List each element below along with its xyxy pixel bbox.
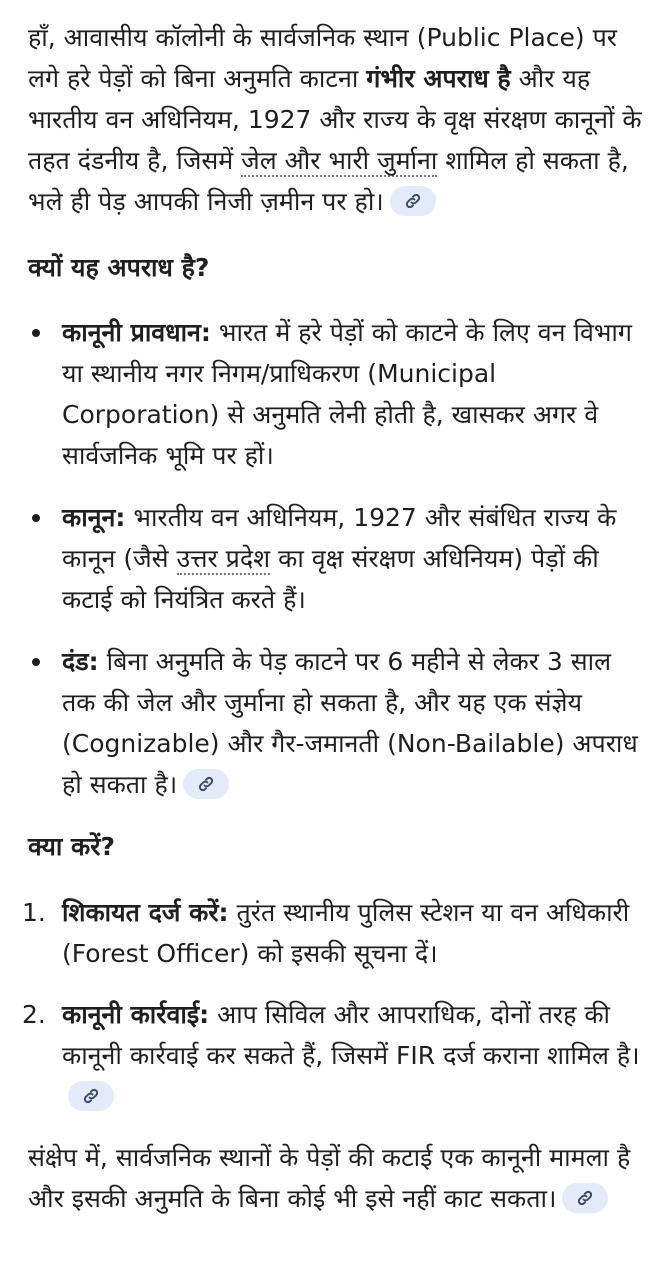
why-heading: क्यों यह अपराध है? [28,253,210,282]
source-link-chip[interactable] [390,186,436,216]
item-label: कानूनी कार्रवाई: [62,1000,210,1029]
intro-text-3: शामिल हो सकता है, भले ही पेड़ आपकी निजी ज़मीन पर हो। [28,146,629,216]
link-icon [82,1087,100,1105]
item-label: शिकायत दर्ज करें: [62,898,229,927]
list-item [22,994,650,1117]
item-text: आप सिविल और आपराधिक, दोनों तरह की कानूनी कार्रवाई कर सकते हैं, जिसमें FIR दर्ज कराना शामिल है। [62,1000,640,1070]
source-link-chip[interactable] [183,769,229,799]
source-link-chip[interactable] [68,1081,114,1111]
intro-paragraph [28,17,650,222]
intro-bold: गंभीर अपराध है [366,64,511,93]
intro-text-2: और यह भारतीय वन अधिनियम, 1927 और राज्य के वृक्ष संरक्षण कानूनों के तहत दंडनीय है, जिसमें [28,64,642,175]
intro-text-1: हाँ, आवासीय कॉलोनी के सार्वजनिक स्थान (Public Place) पर लगे हरे पेड़ों को बिना अनुमति काटना [28,23,618,93]
list-item [22,892,650,974]
item-label: दंड: [62,647,99,676]
list-item [28,641,650,805]
item-text: का वृक्ष संरक्षण अधिनियम) पेड़ों की कटाई को नियंत्रित करते हैं। [62,544,599,614]
item-text: भारतीय वन अधिनियम, 1927 और संबंधित राज्य के कानून (जैसे [62,503,617,573]
glossary-term-uttar-pradesh[interactable]: उत्तर प्रदेश [176,544,271,573]
link-icon [197,775,215,793]
item-label: कानूनी प्रावधान: [62,318,211,347]
bullet-icon [32,514,40,522]
link-icon [576,1189,594,1207]
item-number: 2. [22,1000,46,1029]
item-number: 1. [22,898,46,927]
todo-list [22,892,650,1117]
bullet-icon [32,329,40,337]
item-text: तुरंत स्थानीय पुलिस स्टेशन या वन अधिकारी (Forest Officer) को इसकी सूचना दें। [62,898,630,968]
list-item [28,312,650,476]
source-link-chip[interactable] [562,1183,608,1213]
list-item [28,497,650,620]
why-list [28,312,650,805]
summary-text: संक्षेप में, सार्वजनिक स्थानों के पेड़ों की कटाई एक कानूनी मामला है और इसकी अनुमति के बिना कोई भी इसे नहीं काट सकता। [28,1143,631,1213]
item-text: भारत में हरे पेड़ों को काटने के लिए वन विभाग या स्थानीय नगर निगम/प्राधिकरण (Municipal Corporation) से अनुमति लेनी होती है, खासकर अगर वे सार्वजनिक भूमि पर हों। [62,318,632,470]
todo-heading: क्या करें? [28,832,115,861]
glossary-term-jail-fine[interactable]: जेल और भारी जुर्माना [241,146,438,175]
item-text: बिना अनुमति के पेड़ काटने पर 6 महीने से लेकर 3 साल तक की जेल और जुर्माना हो सकता है, और यह एक संज्ञेय (Cognizable) और गैर-जमानती (Non-Bailable) अपराध हो सकता है। [62,647,638,799]
summary-paragraph [28,1137,650,1219]
link-icon [404,192,422,210]
item-label: कानून: [62,503,126,532]
bullet-icon [32,658,40,666]
